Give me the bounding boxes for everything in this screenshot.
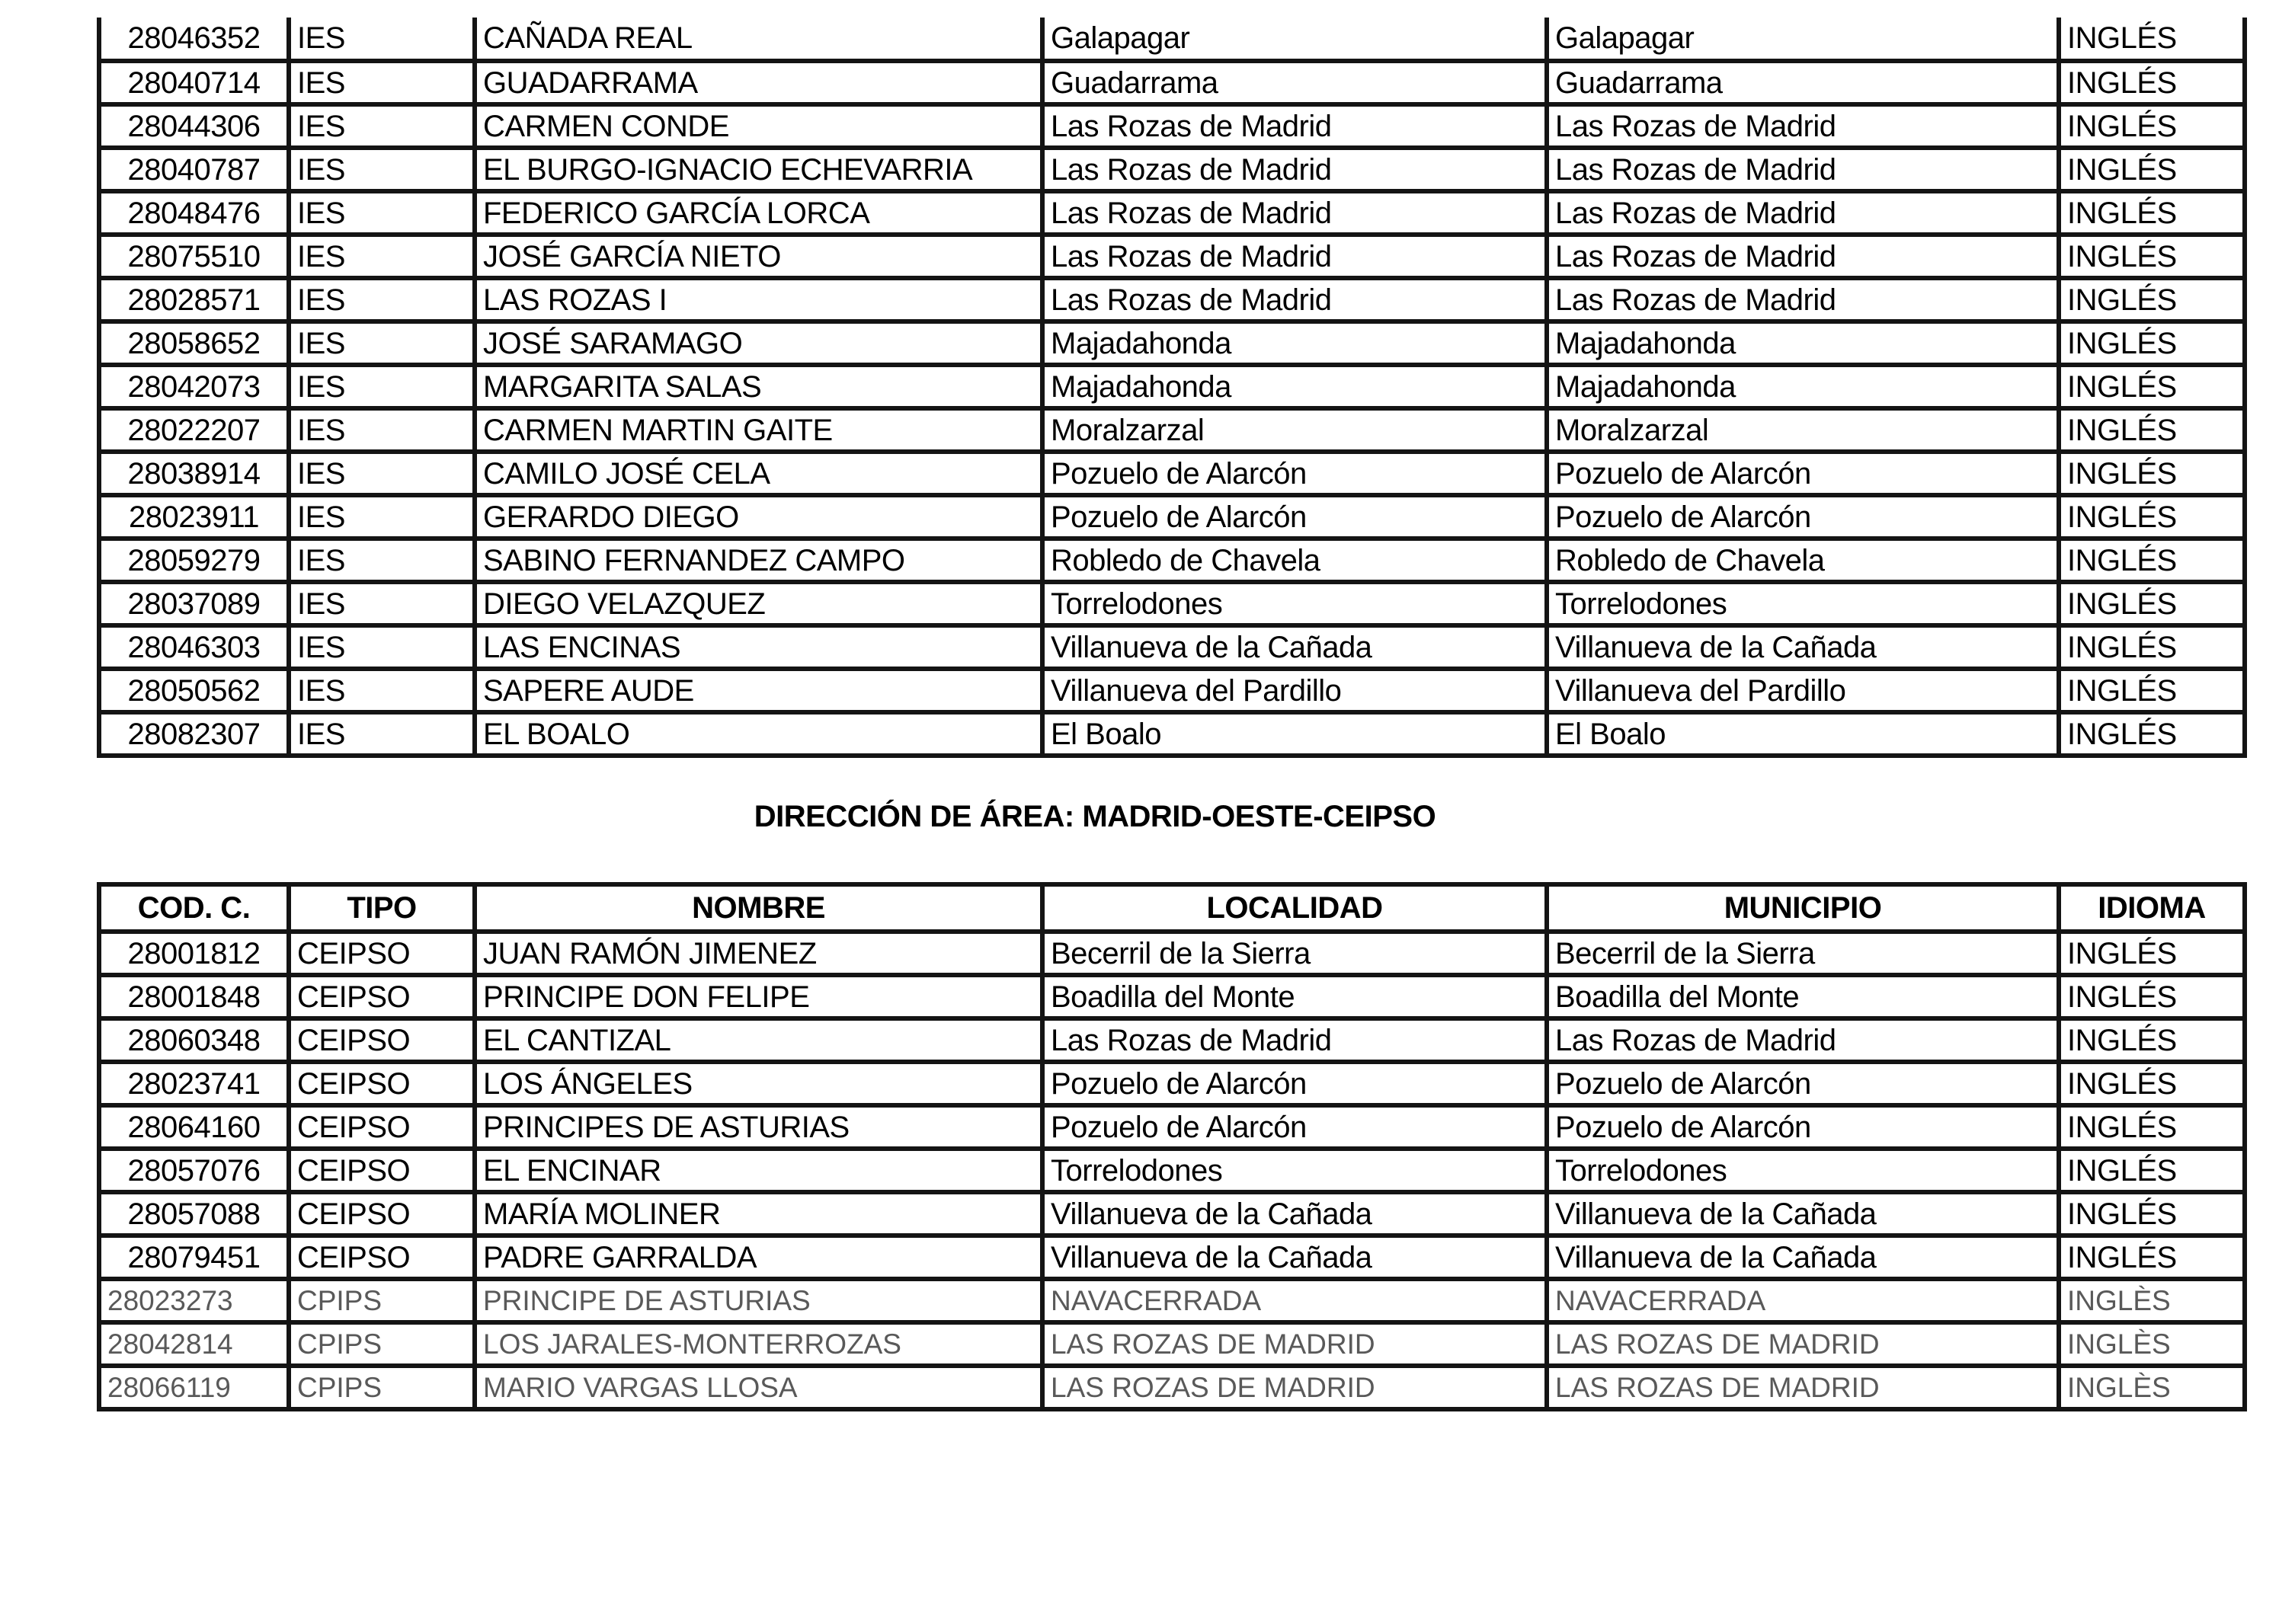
- cell-tipo: IES: [289, 452, 475, 495]
- cell-nombre: CAMILO JOSÉ CELA: [475, 452, 1042, 495]
- cell-nombre: SAPERE AUDE: [475, 669, 1042, 712]
- cell-tipo: IES: [289, 625, 475, 669]
- cell-tipo: CEIPSO: [289, 1062, 475, 1105]
- cell-code: 28075510: [99, 235, 289, 278]
- cell-municipio: LAS ROZAS DE MADRID: [1547, 1322, 2059, 1366]
- cell-code: 28023911: [99, 495, 289, 539]
- cell-idioma: INGLÉS: [2059, 408, 2245, 452]
- cell-localidad: Guadarrama: [1042, 61, 1547, 104]
- cell-idioma: INGLÉS: [2059, 582, 2245, 625]
- cell-localidad: Las Rozas de Madrid: [1042, 104, 1547, 148]
- cell-tipo: IES: [289, 148, 475, 191]
- cell-nombre: LAS ROZAS I: [475, 278, 1042, 321]
- cell-tipo: IES: [289, 365, 475, 408]
- cell-tipo: IES: [289, 539, 475, 582]
- cell-tipo: IES: [289, 104, 475, 148]
- cell-localidad: NAVACERRADA: [1042, 1279, 1547, 1322]
- cell-idioma: INGLÉS: [2059, 365, 2245, 408]
- table-row: [99, 625, 2245, 669]
- table-row: [99, 365, 2245, 408]
- cell-code: 28028571: [99, 278, 289, 321]
- table-row: [99, 235, 2245, 278]
- cell-tipo: CEIPSO: [289, 1192, 475, 1236]
- cell-tipo: CPIPS: [289, 1279, 475, 1322]
- cell-idioma: INGLÉS: [2059, 712, 2245, 756]
- cell-localidad: Torrelodones: [1042, 582, 1547, 625]
- cell-localidad: Villanueva del Pardillo: [1042, 669, 1547, 712]
- cell-tipo: CPIPS: [289, 1322, 475, 1366]
- cell-idioma: INGLÉS: [2059, 539, 2245, 582]
- table-row: [99, 1366, 2245, 1409]
- cell-code: 28079451: [99, 1236, 289, 1279]
- cell-municipio: Torrelodones: [1547, 1149, 2059, 1192]
- cell-code: 28057088: [99, 1192, 289, 1236]
- cell-municipio: Pozuelo de Alarcón: [1547, 495, 2059, 539]
- cell-localidad: Las Rozas de Madrid: [1042, 148, 1547, 191]
- cell-nombre: GERARDO DIEGO: [475, 495, 1042, 539]
- cell-localidad: LAS ROZAS DE MADRID: [1042, 1366, 1547, 1409]
- cell-localidad: Villanueva de la Cañada: [1042, 1192, 1547, 1236]
- cell-nombre: EL BOALO: [475, 712, 1042, 756]
- cell-localidad: Las Rozas de Madrid: [1042, 191, 1547, 235]
- cell-localidad: Boadilla del Monte: [1042, 975, 1547, 1018]
- cell-code: 28046303: [99, 625, 289, 669]
- cell-nombre: EL CANTIZAL: [475, 1018, 1042, 1062]
- table-row: [99, 932, 2245, 975]
- table-row: [99, 1105, 2245, 1149]
- table-row: [99, 1279, 2245, 1322]
- cell-code: 28042073: [99, 365, 289, 408]
- cell-municipio: Majadahonda: [1547, 321, 2059, 365]
- cell-code: 28064160: [99, 1105, 289, 1149]
- table-row: [99, 321, 2245, 365]
- table-row: [99, 712, 2245, 756]
- cell-nombre: MARIO VARGAS LLOSA: [475, 1366, 1042, 1409]
- cell-localidad: Las Rozas de Madrid: [1042, 1018, 1547, 1062]
- table-row: [99, 1062, 2245, 1105]
- cell-nombre: JOSÉ SARAMAGO: [475, 321, 1042, 365]
- cell-tipo: IES: [289, 61, 475, 104]
- table-row: [99, 1322, 2245, 1366]
- cell-tipo: IES: [289, 495, 475, 539]
- cell-municipio: Robledo de Chavela: [1547, 539, 2059, 582]
- cell-idioma: INGLÉS: [2059, 1149, 2245, 1192]
- cell-nombre: CAÑADA REAL: [475, 18, 1042, 61]
- cell-tipo: IES: [289, 321, 475, 365]
- cell-idioma: INGLÉS: [2059, 625, 2245, 669]
- cell-localidad: Villanueva de la Cañada: [1042, 1236, 1547, 1279]
- cell-localidad: Majadahonda: [1042, 321, 1547, 365]
- cell-code: 28048476: [99, 191, 289, 235]
- cell-municipio: Las Rozas de Madrid: [1547, 148, 2059, 191]
- cell-code: 28050562: [99, 669, 289, 712]
- cell-nombre: LAS ENCINAS: [475, 625, 1042, 669]
- cell-code: 28023741: [99, 1062, 289, 1105]
- cell-localidad: El Boalo: [1042, 712, 1547, 756]
- cell-tipo: IES: [289, 191, 475, 235]
- cell-nombre: FEDERICO GARCÍA LORCA: [475, 191, 1042, 235]
- cell-idioma: INGLÉS: [2059, 669, 2245, 712]
- column-header-localidad: LOCALIDAD: [1042, 884, 1547, 932]
- cell-code: 28058652: [99, 321, 289, 365]
- cell-municipio: Las Rozas de Madrid: [1547, 235, 2059, 278]
- table-row: [99, 1192, 2245, 1236]
- cell-municipio: Becerril de la Sierra: [1547, 932, 2059, 975]
- cell-tipo: CPIPS: [289, 1366, 475, 1409]
- cell-municipio: Villanueva del Pardillo: [1547, 669, 2059, 712]
- cell-nombre: PRINCIPES DE ASTURIAS: [475, 1105, 1042, 1149]
- table-row: [99, 582, 2245, 625]
- cell-localidad: Robledo de Chavela: [1042, 539, 1547, 582]
- cell-idioma: INGLÉS: [2059, 1105, 2245, 1149]
- cell-idioma: INGLÉS: [2059, 932, 2245, 975]
- cell-tipo: IES: [289, 669, 475, 712]
- cell-municipio: El Boalo: [1547, 712, 2059, 756]
- ceipso-table-head: [99, 884, 2245, 932]
- cell-code: 28082307: [99, 712, 289, 756]
- cell-idioma: INGLÉS: [2059, 104, 2245, 148]
- column-header-municipio: MUNICIPIO: [1547, 884, 2059, 932]
- cell-code: 28040787: [99, 148, 289, 191]
- cell-localidad: Pozuelo de Alarcón: [1042, 495, 1547, 539]
- cell-tipo: IES: [289, 235, 475, 278]
- cell-localidad: LAS ROZAS DE MADRID: [1042, 1322, 1547, 1366]
- cell-nombre: MARÍA MOLINER: [475, 1192, 1042, 1236]
- cell-code: 28037089: [99, 582, 289, 625]
- cell-localidad: Becerril de la Sierra: [1042, 932, 1547, 975]
- cell-idioma: INGLÉS: [2059, 452, 2245, 495]
- cell-localidad: Galapagar: [1042, 18, 1547, 61]
- cell-idioma: INGLÉS: [2059, 495, 2245, 539]
- cell-code: 28038914: [99, 452, 289, 495]
- cell-idioma: INGLÉS: [2059, 1192, 2245, 1236]
- cell-tipo: CEIPSO: [289, 1149, 475, 1192]
- cell-tipo: CEIPSO: [289, 1105, 475, 1149]
- cell-localidad: Las Rozas de Madrid: [1042, 235, 1547, 278]
- table-row: [99, 18, 2245, 61]
- column-header-cod-c: COD. C.: [99, 884, 289, 932]
- cell-nombre: PADRE GARRALDA: [475, 1236, 1042, 1279]
- cell-nombre: JOSÉ GARCÍA NIETO: [475, 235, 1042, 278]
- table-row: [99, 408, 2245, 452]
- cell-municipio: Las Rozas de Madrid: [1547, 1018, 2059, 1062]
- table-row: [99, 539, 2245, 582]
- ceipso-table-body: [99, 932, 2245, 1409]
- ceipso-table: [97, 882, 2247, 1411]
- cell-municipio: LAS ROZAS DE MADRID: [1547, 1366, 2059, 1409]
- cell-localidad: Pozuelo de Alarcón: [1042, 1105, 1547, 1149]
- cell-tipo: CEIPSO: [289, 975, 475, 1018]
- cell-idioma: INGLÈS: [2059, 1366, 2245, 1409]
- cell-code: 28066119: [99, 1366, 289, 1409]
- column-header-nombre: NOMBRE: [475, 884, 1042, 932]
- cell-tipo: CEIPSO: [289, 1236, 475, 1279]
- cell-code: 28057076: [99, 1149, 289, 1192]
- cell-idioma: INGLÉS: [2059, 235, 2245, 278]
- table-row: [99, 148, 2245, 191]
- cell-municipio: Las Rozas de Madrid: [1547, 278, 2059, 321]
- cell-nombre: SABINO FERNANDEZ CAMPO: [475, 539, 1042, 582]
- cell-municipio: Villanueva de la Cañada: [1547, 1236, 2059, 1279]
- table-row: [99, 1149, 2245, 1192]
- cell-municipio: Villanueva de la Cañada: [1547, 1192, 2059, 1236]
- cell-localidad: Pozuelo de Alarcón: [1042, 452, 1547, 495]
- cell-code: 28046352: [99, 18, 289, 61]
- table-row: [99, 669, 2245, 712]
- cell-idioma: INGLÈS: [2059, 1279, 2245, 1322]
- cell-code: 28044306: [99, 104, 289, 148]
- cell-code: 28042814: [99, 1322, 289, 1366]
- cell-idioma: INGLÉS: [2059, 148, 2245, 191]
- cell-nombre: MARGARITA SALAS: [475, 365, 1042, 408]
- cell-localidad: Villanueva de la Cañada: [1042, 625, 1547, 669]
- table-row: [99, 1236, 2245, 1279]
- cell-localidad: Majadahonda: [1042, 365, 1547, 408]
- cell-tipo: IES: [289, 582, 475, 625]
- cell-nombre: LOS JARALES-MONTERROZAS: [475, 1322, 1042, 1366]
- cell-code: 28022207: [99, 408, 289, 452]
- cell-idioma: INGLÉS: [2059, 278, 2245, 321]
- cell-idioma: INGLÉS: [2059, 61, 2245, 104]
- cell-tipo: CEIPSO: [289, 932, 475, 975]
- column-header-tipo: TIPO: [289, 884, 475, 932]
- cell-municipio: Villanueva de la Cañada: [1547, 625, 2059, 669]
- column-header-idioma: IDIOMA: [2059, 884, 2245, 932]
- table-row: [99, 975, 2245, 1018]
- cell-municipio: Boadilla del Monte: [1547, 975, 2059, 1018]
- cell-tipo: IES: [289, 278, 475, 321]
- cell-nombre: GUADARRAMA: [475, 61, 1042, 104]
- ies-table-body: [99, 18, 2245, 756]
- cell-idioma: INGLÉS: [2059, 1236, 2245, 1279]
- cell-code: 28001812: [99, 932, 289, 975]
- cell-municipio: Guadarrama: [1547, 61, 2059, 104]
- cell-tipo: IES: [289, 712, 475, 756]
- cell-idioma: INGLÉS: [2059, 321, 2245, 365]
- cell-nombre: JUAN RAMÓN JIMENEZ: [475, 932, 1042, 975]
- cell-idioma: INGLÉS: [2059, 191, 2245, 235]
- cell-nombre: PRINCIPE DE ASTURIAS: [475, 1279, 1042, 1322]
- cell-municipio: Galapagar: [1547, 18, 2059, 61]
- cell-localidad: Pozuelo de Alarcón: [1042, 1062, 1547, 1105]
- cell-code: 28040714: [99, 61, 289, 104]
- table-row: [99, 104, 2245, 148]
- cell-idioma: INGLÈS: [2059, 1322, 2245, 1366]
- cell-nombre: DIEGO VELAZQUEZ: [475, 582, 1042, 625]
- table-row: [99, 452, 2245, 495]
- cell-code: 28059279: [99, 539, 289, 582]
- cell-localidad: Torrelodones: [1042, 1149, 1547, 1192]
- cell-municipio: Pozuelo de Alarcón: [1547, 452, 2059, 495]
- table-row: [99, 61, 2245, 104]
- cell-municipio: Las Rozas de Madrid: [1547, 191, 2059, 235]
- header-row: [99, 884, 2245, 932]
- cell-nombre: CARMEN MARTIN GAITE: [475, 408, 1042, 452]
- cell-tipo: IES: [289, 18, 475, 61]
- cell-tipo: CEIPSO: [289, 1018, 475, 1062]
- cell-idioma: INGLÉS: [2059, 18, 2245, 61]
- cell-municipio: Pozuelo de Alarcón: [1547, 1105, 2059, 1149]
- table-row: [99, 1018, 2245, 1062]
- cell-nombre: LOS ÁNGELES: [475, 1062, 1042, 1105]
- cell-nombre: EL BURGO-IGNACIO ECHEVARRIA: [475, 148, 1042, 191]
- cell-municipio: Majadahonda: [1547, 365, 2059, 408]
- cell-idioma: INGLÉS: [2059, 1062, 2245, 1105]
- cell-localidad: Moralzarzal: [1042, 408, 1547, 452]
- cell-nombre: EL ENCINAR: [475, 1149, 1042, 1192]
- ies-table: [97, 18, 2247, 758]
- section-heading: DIRECCIÓN DE ÁREA: MADRID-OESTE-CEIPSO: [754, 800, 1436, 833]
- cell-nombre: PRINCIPE DON FELIPE: [475, 975, 1042, 1018]
- table-row: [99, 278, 2245, 321]
- cell-idioma: INGLÉS: [2059, 1018, 2245, 1062]
- cell-municipio: Moralzarzal: [1547, 408, 2059, 452]
- cell-localidad: Las Rozas de Madrid: [1042, 278, 1547, 321]
- cell-municipio: Torrelodones: [1547, 582, 2059, 625]
- cell-code: 28023273: [99, 1279, 289, 1322]
- cell-municipio: Las Rozas de Madrid: [1547, 104, 2059, 148]
- cell-nombre: CARMEN CONDE: [475, 104, 1042, 148]
- table-row: [99, 495, 2245, 539]
- cell-idioma: INGLÉS: [2059, 975, 2245, 1018]
- cell-code: 28060348: [99, 1018, 289, 1062]
- table-row: [99, 191, 2245, 235]
- cell-tipo: IES: [289, 408, 475, 452]
- cell-code: 28001848: [99, 975, 289, 1018]
- cell-municipio: NAVACERRADA: [1547, 1279, 2059, 1322]
- cell-municipio: Pozuelo de Alarcón: [1547, 1062, 2059, 1105]
